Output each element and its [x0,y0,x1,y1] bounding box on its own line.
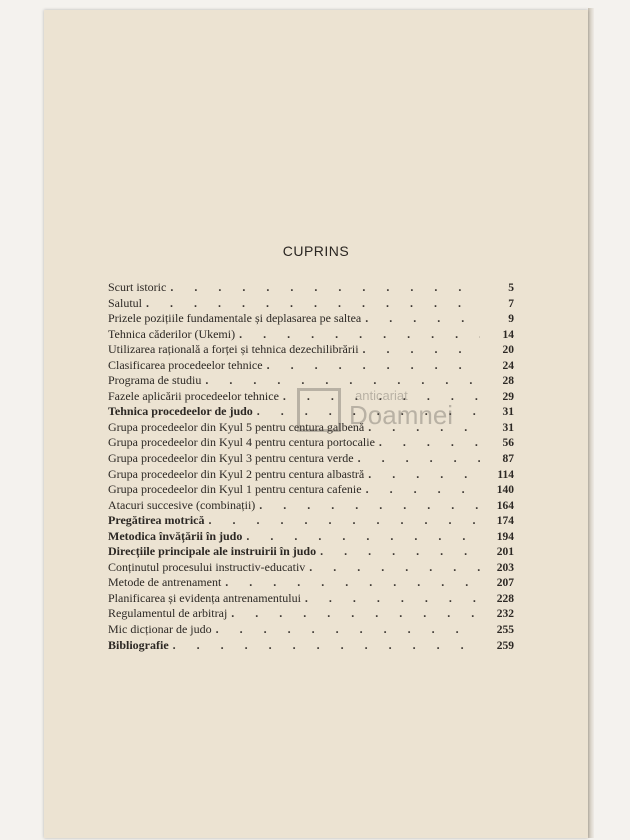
toc-dot-leader [259,498,480,514]
toc-dot-leader [170,280,480,296]
toc-entry [108,373,514,389]
toc-dot-leader [363,342,480,358]
toc-dot-leader [246,529,480,545]
toc-dot-leader [146,296,480,312]
toc-entry-page: 164 [496,499,514,512]
toc-dot-leader [231,606,480,622]
toc-entry-title: Clasificarea procedeelor tehnice [108,357,263,372]
toc-entry-title: Grupa procedeelor din Kyul 5 pentru centura galbenă [108,419,365,434]
toc-entry-page: 87 [502,453,514,466]
toc-dot-leader [366,482,480,498]
toc-entry [108,498,514,514]
page-title: CUPRINS [282,243,350,259]
toc-dot-leader [239,327,480,343]
toc-entry-title: Regulamentul de arbitraj [108,606,228,621]
toc-entry-title: Direcțiile principale ale instruirii în judo [108,544,317,559]
toc-entry [108,342,514,358]
toc-entry-page: 7 [508,297,514,310]
toc-entry [108,622,514,638]
toc-entry-title: Tehnica procedeelor de judo [108,404,253,419]
book-page [44,10,588,838]
toc-entry-title: Grupa procedeelor din Kyul 3 pentru centura verde [108,451,354,466]
toc-entry [108,327,514,343]
toc-entry-page: 201 [496,546,514,559]
toc-entry [108,482,514,498]
toc-entry [108,544,514,560]
toc-entry-title: Fazele aplicării procedeelor tehnice [108,388,279,403]
toc-dot-leader [309,560,480,576]
toc-entry-page: 140 [496,484,514,497]
toc-entry-title: Salutul [108,295,143,310]
toc-entry-page: 31 [502,406,514,419]
toc-dot-leader [368,420,480,436]
toc-entry [108,529,514,545]
toc-entry [108,358,514,374]
toc-entry [108,280,514,296]
toc-entry [108,451,514,467]
toc-entry [108,591,514,607]
toc-entry-page: 259 [496,639,514,652]
toc-entry [108,560,514,576]
toc-entry-page: 114 [497,468,514,481]
toc-entry-page: 28 [502,375,514,388]
toc-dot-leader [379,435,480,451]
toc-entry [108,311,514,327]
toc-entry-page: 14 [502,328,514,341]
toc-entry [108,575,514,591]
toc-dot-leader [267,358,480,374]
toc-entry [108,404,514,420]
toc-dot-leader [216,622,480,638]
toc-entry-title: Tehnica căderilor (Ukemi) [108,326,236,341]
toc-entry-page: 203 [496,561,514,574]
toc-entry [108,389,514,405]
toc-entry-title: Programa de studiu [108,373,202,388]
toc-entry-title: Grupa procedeelor din Kyul 1 pentru centura cafenie [108,482,362,497]
toc-entry-page: 207 [496,577,514,590]
toc-dot-leader [320,544,480,560]
toc-dot-leader [283,389,480,405]
toc-entry-title: Bibliografie [108,637,169,652]
toc-entry-title: Conținutul procesului instructiv-educativ [108,559,306,574]
toc-entry [108,606,514,622]
toc-entry-page: 24 [502,359,514,372]
toc-entry-title: Atacuri succesive (combinații) [108,497,256,512]
toc-entry-page: 31 [502,421,514,434]
toc-entry-title: Prizele pozițiile fundamentale și deplasarea pe saltea [108,311,362,326]
toc-entry [108,420,514,436]
toc-entry-title: Grupa procedeelor din Kyul 2 pentru centura albastră [108,466,365,481]
toc-dot-leader [205,373,480,389]
toc-entry-page: 255 [496,624,514,637]
toc-dot-leader [305,591,480,607]
toc-entry [108,638,514,654]
toc-entry [108,296,514,312]
toc-entry-page: 5 [508,282,514,294]
toc-entry-title: Grupa procedeelor din Kyul 4 pentru centura portocalie [108,435,375,450]
toc-dot-leader [173,638,480,654]
toc-entry-title: Metodica învățării în judo [108,528,243,543]
toc-entry [108,513,514,529]
toc-dot-leader [358,451,480,467]
watermark-small-text: anticariat [355,388,408,403]
toc-entry-page: 228 [496,592,514,605]
toc-entry-title: Pregătirea motrică [108,513,205,528]
toc-entry-title: Metode de antrenament [108,575,222,590]
toc-entry-page: 20 [502,344,514,357]
watermark-big-text: Doamnei [349,400,454,430]
toc-dot-leader [209,513,480,529]
toc-entry-page: 29 [502,390,514,403]
toc-entry [108,467,514,483]
toc-entry-page: 194 [496,530,514,543]
toc-entry-page: 9 [508,313,514,326]
toc-dot-leader [257,404,480,420]
toc-entry [108,435,514,451]
page-edge [588,8,594,838]
toc-dot-leader [368,467,480,483]
toc-entry-title: Utilizarea rațională a forței și tehnica dezechilibrării [108,342,359,357]
toc-entry-page: 232 [496,608,514,621]
toc-entry-title: Mic dicționar de judo [108,622,212,637]
toc-entry-page: 174 [496,515,514,528]
toc-entry-page: 56 [502,437,514,450]
toc-dot-leader [365,311,480,327]
table-of-contents [108,280,514,653]
toc-dot-leader [225,575,480,591]
toc-entry-title: Planificarea și evidența antrenamentului [108,590,301,605]
toc-entry-title: Scurt istoric [108,280,167,294]
